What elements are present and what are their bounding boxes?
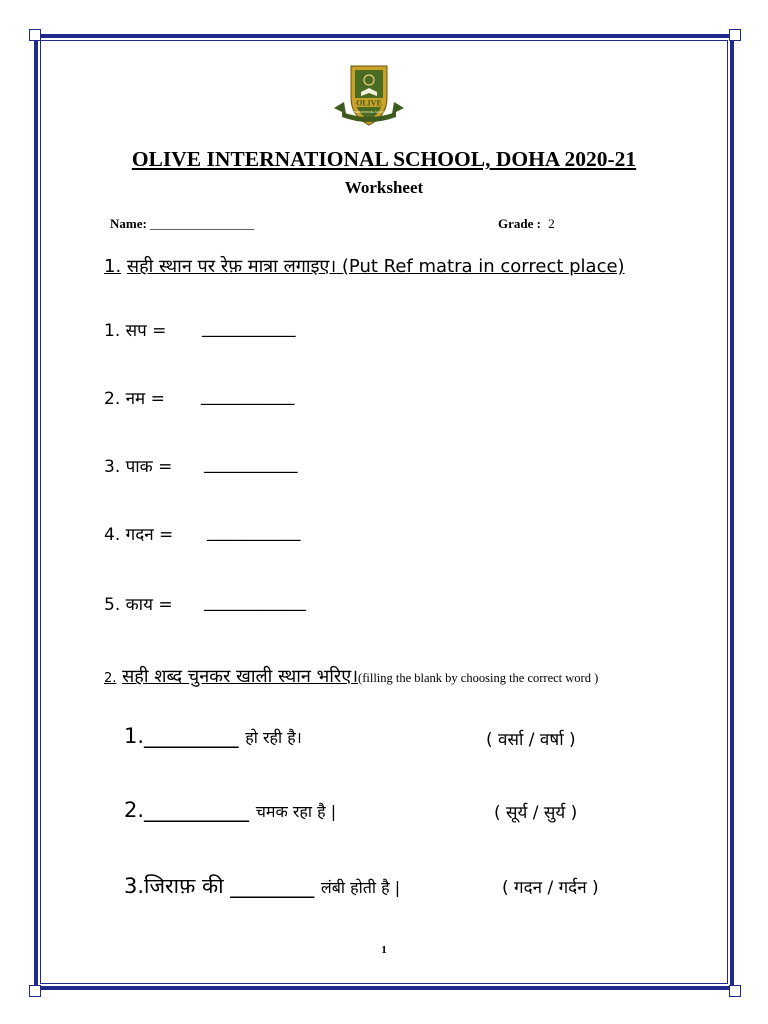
page-number: 1	[381, 944, 387, 956]
word-options: ( वर्सा / वर्षा )	[486, 730, 576, 750]
list-item	[104, 386, 295, 409]
item-label: 4. गदन =	[104, 525, 174, 545]
fill-item	[124, 872, 400, 900]
grade-value: 2	[548, 216, 555, 231]
answer-blank: ___________	[201, 386, 295, 406]
item-label: 2. नम =	[104, 389, 165, 409]
svg-text:OLIVE: OLIVE	[356, 98, 382, 108]
question-1-heading	[104, 254, 625, 278]
worksheet-title: Worksheet	[344, 178, 424, 197]
border-corner	[729, 29, 741, 41]
list-item	[104, 592, 306, 615]
item-text: चमक रहा है |	[255, 802, 337, 821]
question-number: 1.	[104, 256, 122, 277]
fill-item	[124, 724, 302, 748]
item-prefix: 3.जिराफ़ की	[124, 874, 224, 898]
answer-blank: ________	[230, 874, 315, 898]
question-text: सही शब्द चुनकर खाली स्थान भरिए।	[122, 666, 359, 687]
item-prefix: 2.	[124, 798, 145, 822]
item-text: लंबी होती है |	[320, 878, 401, 897]
answer-blank: ___________	[202, 318, 296, 338]
school-logo	[330, 62, 408, 128]
item-label: 5. काय =	[104, 595, 173, 615]
border-corner	[729, 985, 741, 997]
name-label: Name:	[110, 216, 147, 231]
item-text: हो रही है।	[245, 728, 302, 747]
name-blank: ________________	[150, 216, 255, 231]
question-2-heading	[104, 664, 598, 688]
grade-label: Grade :	[498, 216, 541, 231]
grade-field	[498, 216, 555, 232]
fill-item	[124, 798, 336, 822]
question-hint: (filling the blank by choosing the correct word )	[358, 671, 599, 685]
list-item	[104, 454, 298, 477]
name-field	[110, 216, 254, 232]
question-number: 2.	[104, 671, 117, 686]
list-item	[104, 318, 296, 341]
answer-blank: ____________	[204, 592, 306, 612]
list-item	[104, 522, 301, 545]
item-label: 3. पाक =	[104, 457, 173, 477]
word-options: ( सूर्य / सुर्य )	[494, 803, 578, 823]
question-text: सही स्थान पर रेफ़ मात्रा लगाइए। (Put Ref matra in correct place)	[126, 256, 625, 277]
word-options: ( गदन / गर्दन )	[502, 878, 599, 898]
border-corner	[29, 29, 41, 41]
answer-blank: _________	[144, 724, 239, 748]
school-title: OLIVE INTERNATIONAL SCHOOL, DOHA 2020-21	[131, 147, 637, 171]
border-corner	[29, 985, 41, 997]
item-label: 1. सप =	[104, 321, 167, 341]
item-prefix: 1.	[124, 724, 145, 748]
answer-blank: ___________	[207, 522, 301, 542]
svg-text:INTERNATIONAL SCHOOL: INTERNATIONAL SCHOOL	[350, 110, 388, 114]
answer-blank: ___________	[204, 454, 298, 474]
answer-blank: __________	[144, 798, 250, 822]
